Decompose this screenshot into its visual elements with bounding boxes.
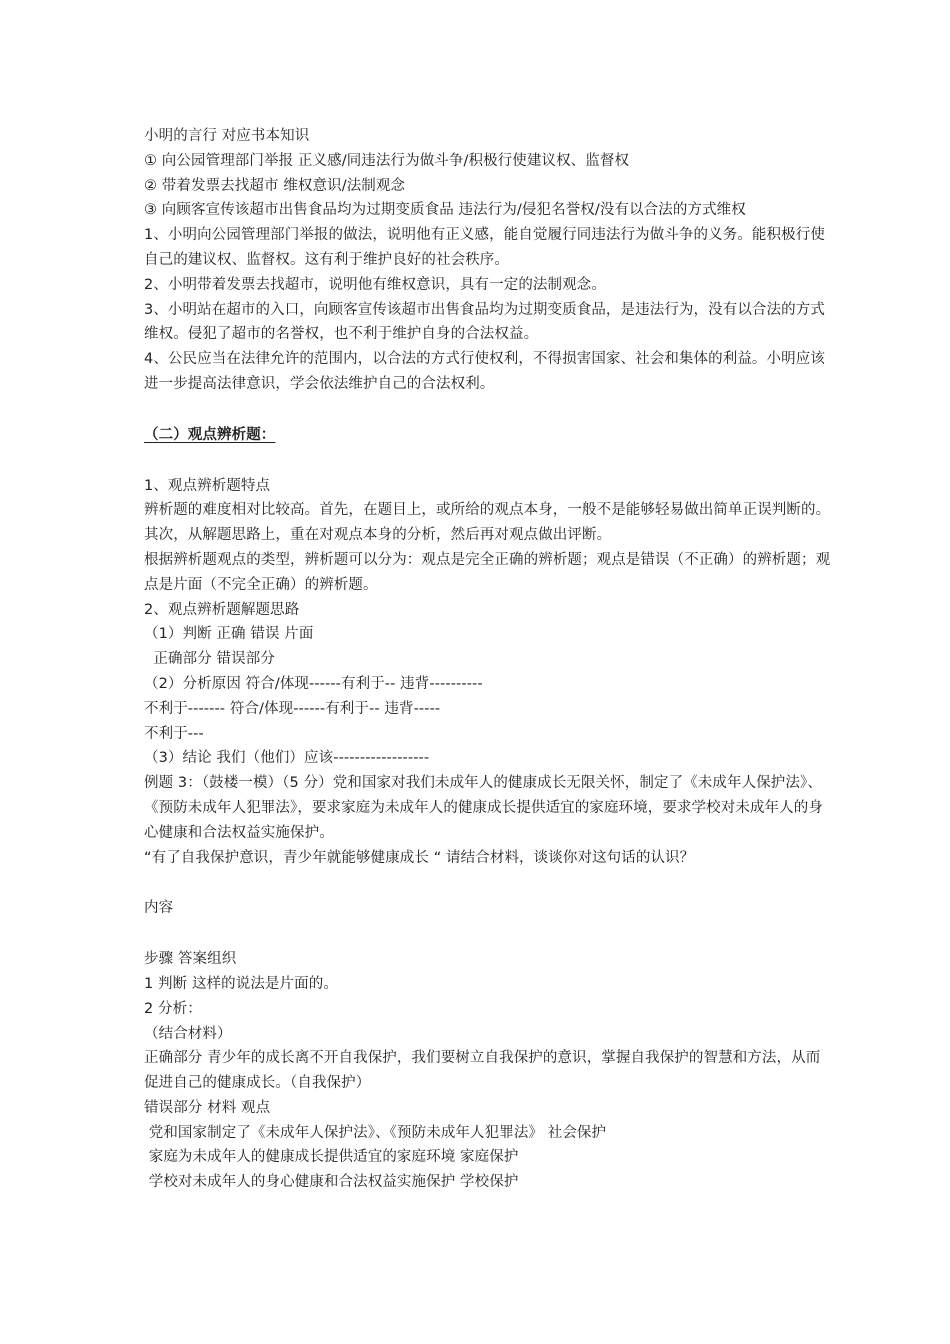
- answer-line: 2 分析：: [144, 1000, 202, 1017]
- intro-line: ② 带着发票去找超市 维权意识/法制观念: [144, 177, 406, 194]
- intro-line: 小明的言行 对应书本知识: [144, 128, 310, 144]
- spacer: [144, 870, 834, 896]
- answer-line: 错误部分 材料 观点: [144, 1099, 271, 1116]
- spacer: [144, 921, 834, 947]
- answer-line: 1 判断 这样的说法是片面的。: [144, 975, 338, 992]
- answer-line: 学校对未成年人的身心健康和合法权益实施保护 学校保护: [144, 1174, 519, 1191]
- answer-paragraph: 正确部分 青少年的成长离不开自我保护，我们要树立自我保护的意识，掌握自我保护的智慧和方法，从而促进自己的健康成长。（自我保护）: [144, 1050, 821, 1092]
- analysis-paragraph: 1、小明向公园管理部门举报的做法，说明他有正义感，能自觉履行同违法行为做斗争的义务。能积极行使自己的建议权、监督权。这有利于维护良好的社会秩序。: [144, 227, 825, 268]
- features-line: （2）分析原因 符合/体现------有利于-- 违背----------: [144, 675, 483, 692]
- document-body: [144, 124, 834, 1195]
- analysis-paragraph: 3、小明站在超市的入口，向顾客宣传该超市出售食品均为过期变质食品，是违法行为，没有以合法的方式维权。侵犯了超市的名誉权，也不利于维护自身的合法权益。: [144, 301, 825, 343]
- answer-line: （结合材料）: [144, 1025, 232, 1042]
- features-line: 2、观点辨析题解题思路: [144, 601, 300, 618]
- features-paragraph: 辨析题的难度相对比较高。首先，在题目上，或所给的观点本身，一般不是能够轻易做出简单正误判断的。其次，从解题思路上，重在对观点本身的分析，然后再对观点做出评断。: [144, 502, 831, 544]
- spacer: [144, 448, 834, 474]
- spacer: [144, 397, 834, 423]
- features-line: （1）判断 正确 错误 片面: [144, 626, 314, 643]
- features-line: 不利于------- 符合/体现------有利于-- 违背-----: [144, 700, 441, 717]
- features-line: 不利于---: [144, 725, 204, 742]
- intro-line: ③ 向顾客宣传该超市出售食品均为过期变质食品 违法行为/侵犯名誉权/没有以合法的方式维权: [144, 202, 746, 219]
- features-line: 正确部分 错误部分: [144, 651, 275, 668]
- features-line: （3）结论 我们（他们）应该------------------: [144, 750, 430, 767]
- answer-line: 党和国家制定了《未成年人保护法》、《预防未成年人犯罪法》 社会保护: [144, 1124, 607, 1141]
- analysis-paragraph: 2、小明带着发票去找超市，说明他有维权意识，具有一定的法制观念。: [144, 276, 606, 293]
- analysis-paragraph: 4、公民应当在法律允许的范围内，以合法的方式行使权利，不得损害国家、社会和集体的利益。小明应该进一步提高法律意识，学会依法维护自己的合法权利。: [144, 351, 825, 392]
- answer-line: 家庭为未成年人的健康成长提供适宜的家庭环境 家庭保护: [144, 1149, 519, 1166]
- content-label: 内容: [144, 900, 174, 917]
- answer-line: 步骤 答案组织: [144, 951, 237, 968]
- question-line: “有了自我保护意识，青少年就能够健康成长 “ 请结合材料，谈谈你对这句话的认识？: [144, 849, 695, 866]
- features-paragraph: 根据辨析题观点的类型，辨析题可以分为：观点是完全正确的辨析题；观点是错误（不正确）的辨析题；观点是片面（不完全正确）的辨析题。: [144, 551, 831, 593]
- section-heading: [144, 423, 834, 448]
- section-heading-text: （二）观点辨析题：: [144, 426, 276, 443]
- features-line: 1、观点辨析题特点: [144, 477, 271, 494]
- intro-line: ① 向公园管理部门举报 正义感/同违法行为做斗争/积极行使建议权、监督权: [144, 152, 630, 169]
- example-paragraph: 例题 3：（鼓楼一模）（5 分）党和国家对我们未成年人的健康成长无限关怀，制定了《未成年人保护法》、《预防未成年人犯罪法》，要求家庭为未成年人的健康成长提供适宜的家庭环境，要求学校对未成年人的身心健康和合法权益实施保护。: [144, 775, 823, 841]
